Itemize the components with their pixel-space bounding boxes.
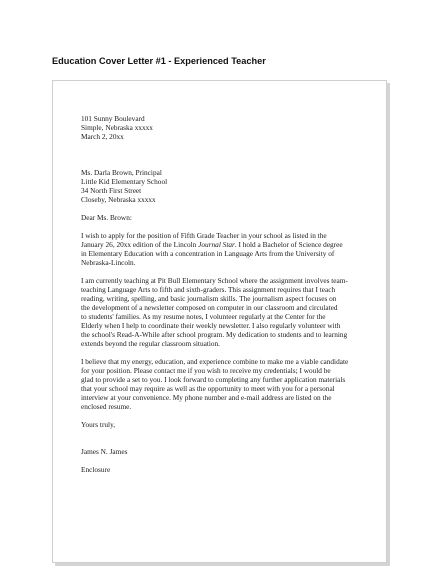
recipient-name: Ms. Darla Brown, Principal — [81, 168, 162, 177]
paragraph-3 — [81, 357, 381, 411]
paragraph-line — [81, 240, 381, 249]
paragraph-line: the development of a newsletter composed on computer in our classroom and circulated — [81, 303, 338, 312]
paragraph-line: Nebraska-Lincoln. — [81, 258, 136, 267]
paragraph-line: interview at your convenience. My phone number and e-mail address are listed on the — [81, 393, 332, 402]
signature-name: James N. James — [81, 447, 128, 456]
document-title: Education Cover Letter #1 - Experienced Teacher — [52, 56, 266, 66]
paragraph-line: enclosed resume. — [81, 402, 132, 411]
letter-date: March 2, 20xx — [81, 132, 124, 141]
closing: Yours truly, — [81, 420, 116, 429]
letter-page — [52, 80, 387, 563]
paragraph-text: . I hold a Bachelor of Science degree — [234, 240, 343, 249]
paragraph-line: the school's Read-A-While after school program. My dedication to students and to learning — [81, 330, 348, 339]
recipient-street: 34 North First Street — [81, 186, 142, 195]
paragraph-2 — [81, 276, 381, 348]
recipient-address — [81, 168, 381, 204]
paragraph-line: glad to provide a set to you. I look forward to completing any further application materials — [81, 375, 346, 384]
paragraph-line: to students' families. As my resume notes, I volunteer regularly at the Center for the — [81, 312, 326, 321]
paragraph-line: extends beyond the regular classroom situation. — [81, 339, 221, 348]
paragraph-line: I wish to apply for the position of Fifth Grade Teacher in your school as listed in the — [81, 231, 327, 240]
enclosure-note: Enclosure — [81, 465, 111, 474]
recipient-school: Little Kid Elementary School — [81, 177, 168, 186]
sender-address — [81, 114, 381, 141]
newspaper-name: Journal Star — [198, 240, 235, 249]
salutation: Dear Ms. Brown: — [81, 213, 132, 222]
paragraph-line: in Elementary Education with a concentration in Language Arts from the University of — [81, 249, 335, 258]
paragraph-line: I believe that my energy, education, and experience combine to make me a viable candidate — [81, 357, 349, 366]
paragraph-line: I am currently teaching at Pit Bull Elementary School where the assignment involves team- — [81, 276, 348, 285]
sender-street: 101 Sunny Boulevard — [81, 114, 145, 123]
paragraph-text: January 26, 20xx edition of the Lincoln — [81, 240, 199, 249]
paragraph-1 — [81, 231, 381, 267]
paragraph-line: teaching Language Arts to fifth and sixth-graders. This assignment requires that I teach — [81, 285, 336, 294]
sender-city: Simple, Nebraska xxxxx — [81, 123, 153, 132]
letter-body — [81, 114, 381, 474]
paragraph-line: reading, writing, spelling, and basic journalism skills. The journalism aspect focuses on — [81, 294, 337, 303]
paragraph-line: Elderly when I help to coordinate their weekly newsletter. I also regularly volunteer with — [81, 321, 341, 330]
paragraph-line: that your school may require as well as the opportunity to meet with you for a personal — [81, 384, 335, 393]
recipient-city: Closeby, Nebraska xxxxx — [81, 195, 156, 204]
paragraph-line: for your position. Please contact me if you wish to receive my credentials; I would be — [81, 366, 331, 375]
